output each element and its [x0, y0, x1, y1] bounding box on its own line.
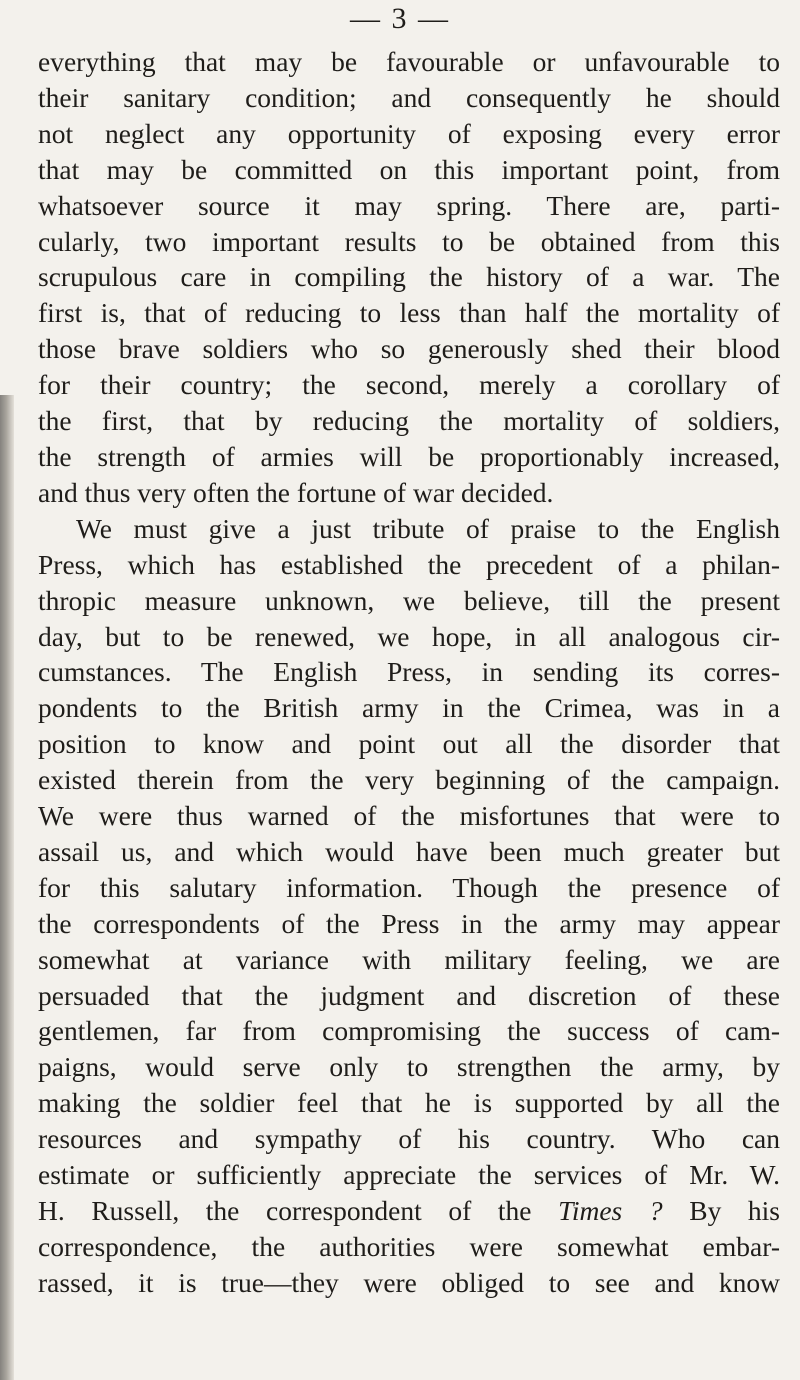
text-line: the first, that by reducing the mortality of soldiers,: [38, 405, 780, 437]
text-line: day, but to be renewed, we hope, in all analogous cir-: [38, 620, 780, 652]
text-line: for this salutary information. Though the presence of: [38, 871, 780, 903]
text-line: those brave soldiers who so generously shed their blood: [38, 333, 780, 365]
paragraph-2: [38, 511, 780, 1301]
text-line: Press, which has established the precedent of a philan-: [38, 548, 780, 580]
text-line: rassed, it is true—they were obliged to see and know: [38, 1266, 780, 1298]
text-line: correspondence, the authorities were somewhat embar-: [38, 1230, 780, 1262]
text-line: for their country; the second, merely a corollary of: [38, 369, 780, 401]
page-number: — 3 —: [350, 2, 450, 35]
text-line: cularly, two important results to be obtained from this: [38, 225, 780, 257]
newspaper-title: Times ?: [558, 1195, 663, 1226]
text-run: By his: [662, 1195, 781, 1226]
text-line: somewhat at variance with military feeling, we are: [38, 943, 780, 975]
text-line: assail us, and which would have been much greater but: [38, 835, 780, 867]
text-line: gentlemen, far from compromising the success of cam-: [38, 1015, 780, 1047]
text-line: scrupulous care in compiling the history of a war. The: [38, 261, 780, 293]
text-line: whatsoever source it may spring. There are, parti-: [38, 189, 780, 221]
body-text: [38, 44, 780, 1301]
text-line: existed therein from the very beginning of the campaign.: [38, 764, 780, 796]
text-line: position to know and point out all the disorder that: [38, 728, 780, 760]
text-line: We must give a just tribute of praise to the English: [76, 512, 780, 544]
text-line: and thus very often the fortune of war decided.: [38, 476, 554, 508]
text-line: making the soldier feel that he is supported by all the: [38, 1087, 780, 1119]
text-line: their sanitary condition; and consequently he should: [38, 81, 780, 113]
text-line: everything that may be favourable or unfavourable to: [38, 46, 780, 77]
text-line: resources and sympathy of his country. Who can: [38, 1123, 780, 1155]
text-line: paigns, would serve only to strengthen the army, by: [38, 1051, 780, 1083]
text-line: [38, 1193, 780, 1229]
text-line: estimate or sufficiently appreciate the services of Mr. W.: [38, 1159, 780, 1191]
text-line: persuaded that the judgment and discretion of these: [38, 979, 780, 1011]
text-line: first is, that of reducing to less than half the mortality of: [38, 297, 780, 329]
text-line: the strength of armies will be proportionably increased,: [38, 440, 780, 472]
text-line: cumstances. The English Press, in sending its corres-: [38, 656, 780, 688]
text-line: not neglect any opportunity of exposing every error: [38, 117, 780, 149]
text-line: We were thus warned of the misfortunes that were to: [38, 800, 780, 832]
paragraph-1: [38, 44, 780, 511]
text-line: the correspondents of the Press in the army may appear: [38, 907, 780, 939]
text-line: that may be committed on this important point, from: [38, 153, 780, 185]
text-line: thropic measure unknown, we believe, till the present: [38, 584, 780, 616]
text-line: pondents to the British army in the Crimea, was in a: [38, 692, 780, 724]
page-binding-edge: [0, 395, 14, 1380]
text-run: H. Russell, the correspondent of the: [38, 1195, 559, 1226]
